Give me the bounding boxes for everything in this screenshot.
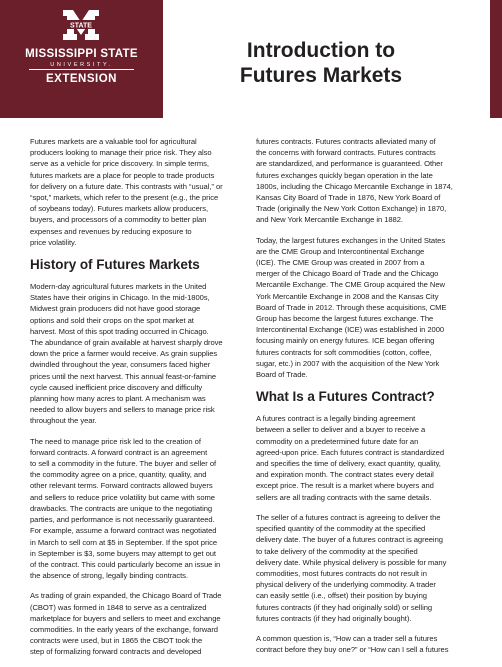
text-line: producers looking to manage their price risk. They also bbox=[30, 148, 212, 158]
text-line: futures contracts. Futures contracts alleviated many of bbox=[256, 137, 436, 146]
text-line: A common question is, “How can a trader sell a futures bbox=[256, 633, 438, 643]
page-title-line2: Futures Markets bbox=[239, 64, 403, 87]
text-line: agreed-upon price. Each futures contract is standardized bbox=[256, 447, 444, 457]
text-line: Trade (originally the New York Cotton Exchange) in 1870, bbox=[256, 204, 447, 214]
text-line: planning how many acres to plant. A mechanism was bbox=[30, 394, 206, 404]
intro-paragraph bbox=[30, 136, 262, 248]
logo-university-subtitle: UNIVERSITY. bbox=[50, 62, 113, 68]
text-line: futures exchanges quickly began operation in the late bbox=[256, 170, 433, 180]
text-line: throughout the year. bbox=[30, 416, 97, 426]
text-line: Futures markets are a valuable tool for agricultural bbox=[30, 137, 197, 146]
text-line: are standardized, and performance is guaranteed. Other bbox=[256, 159, 443, 169]
text-line: parties, and performance is not necessarily guaranteed. bbox=[30, 515, 215, 525]
text-line: step of formalizing forward contracts and developed bbox=[30, 647, 202, 657]
logo-divider bbox=[29, 69, 134, 70]
extension-logo-panel bbox=[0, 0, 163, 118]
contract-paragraph-3 bbox=[256, 633, 488, 655]
text-line: contract before they buy one?” or “How can I sell a futures bbox=[256, 645, 449, 655]
text-line: specified quantity of the commodity at the specified bbox=[256, 524, 426, 534]
text-line: “spot,” markets, which refer to the present (e.g., the price bbox=[30, 193, 219, 203]
text-line: Group has become the largest futures exchange. The bbox=[256, 314, 434, 324]
logo-extension-label: EXTENSION bbox=[46, 73, 117, 85]
text-line: Modern-day agricultural futures markets in the United bbox=[30, 282, 207, 292]
text-line: marketplace for buyers and sellers to meet and exchange bbox=[30, 613, 221, 623]
text-line: of the contract. This could particularly become an issue in bbox=[30, 559, 221, 569]
text-line: needed to allow buyers and sellers to manage price risk bbox=[30, 405, 215, 415]
text-line: The need to manage price risk led to the creation of bbox=[30, 436, 201, 446]
text-line: price volatility. bbox=[30, 237, 77, 247]
history-paragraph-4 bbox=[256, 136, 488, 226]
text-line: between a seller to deliver and a buyer to receive a bbox=[256, 425, 426, 435]
logo-badge-text: STATE bbox=[70, 22, 92, 30]
header-accent-bar bbox=[490, 0, 502, 118]
text-line: York Mercantile Exchange in 2008 and the Kansas City bbox=[256, 291, 439, 301]
text-line: forward contracts. A forward contract is an agreement bbox=[30, 447, 208, 457]
history-paragraph-5 bbox=[256, 235, 488, 381]
text-line: to take delivery of the commodity at the specified bbox=[256, 546, 418, 556]
text-line: dwindled throughout the year, consumers faced higher bbox=[30, 360, 211, 370]
text-line: down the price a farmer would receive. As grain supplies bbox=[30, 349, 218, 359]
text-line: (ICE). The CME Group was created in 2007 from a bbox=[256, 258, 425, 268]
contract-paragraph-1 bbox=[256, 413, 488, 503]
text-line: 1800s, including the Chicago Mercantile Exchange in 1874, bbox=[256, 181, 453, 191]
text-line: Board of Trade in 2012. Through these acquisitions, CME bbox=[256, 302, 447, 312]
contract-paragraph-2 bbox=[256, 512, 488, 624]
text-line: commodities, most futures contracts do not result in bbox=[256, 568, 427, 578]
section-heading-history: History of Futures Markets bbox=[30, 257, 200, 273]
text-line: States have their origins in Chicago. In the mid-1800s, bbox=[30, 293, 210, 303]
text-line: (CBOT) was formed in 1848 to serve as a centralized bbox=[30, 602, 207, 612]
text-line: delivery date. While physical delivery is possible for many bbox=[256, 557, 447, 567]
text-line: physical delivery of the underlying commodity. A trader bbox=[256, 580, 436, 590]
text-line: commodity on a predetermined future date for an bbox=[256, 436, 419, 446]
text-line: prices until the next harvest. This annual feast-or-famine bbox=[30, 371, 217, 381]
history-paragraph-1 bbox=[30, 281, 262, 427]
text-line: As trading of grain expanded, the Chicago Board of Trade bbox=[30, 591, 222, 601]
text-line: and sellers to reduce price volatility but came with some bbox=[30, 492, 215, 502]
text-line: commodities. In the early years of the exchange, forward bbox=[30, 624, 218, 634]
text-line: the absence of strong, legally binding contracts. bbox=[30, 571, 188, 581]
history-paragraph-3 bbox=[30, 590, 262, 657]
page-title bbox=[186, 38, 456, 88]
text-line: other relevant terms. Forward contracts allowed buyers bbox=[30, 481, 213, 491]
text-line: the commodity agree on a price, quantity, quality, and bbox=[30, 470, 207, 480]
logo-university-name: MISSISSIPPI STATE bbox=[25, 48, 138, 60]
text-line: contracts were used, but in 1865 the CBOT took the bbox=[30, 636, 203, 646]
left-column bbox=[30, 136, 262, 667]
text-line: futures contracts (if they had originally bought). bbox=[256, 613, 412, 623]
text-line: to sell a commodity in the future. The buyer and seller of bbox=[30, 459, 217, 469]
section-heading-futures-contract: What Is a Futures Contract? bbox=[256, 389, 435, 405]
text-line: Today, the largest futures exchanges in the United States bbox=[256, 235, 446, 245]
text-line: Kansas City Board of Trade in 1876, New York Board of bbox=[256, 193, 441, 203]
text-line: and New York Mercantile Exchange in 1882. bbox=[256, 215, 403, 225]
text-line: expenses and revenues by reducing exposure to bbox=[30, 226, 192, 236]
text-line: and expiration month. The contract states every detail bbox=[256, 470, 434, 480]
text-line: options and sold their crops on the spot market at bbox=[30, 315, 194, 325]
text-line: Mercantile Exchange. The CME Group acquired the New bbox=[256, 280, 445, 290]
text-line: serve as a vehicle for price discovery. In simple terms, bbox=[30, 159, 209, 169]
text-line: For example, assume a forward contract was negotiated bbox=[30, 526, 217, 536]
text-line: futures contracts (if they had originally sold) or selling bbox=[256, 602, 433, 612]
text-line: The seller of a futures contract is agreeing to deliver the bbox=[256, 512, 441, 522]
text-line: delivery date. The buyer of a futures contract is agreeing bbox=[256, 535, 443, 545]
msu-m-logo-icon bbox=[57, 8, 105, 46]
text-line: can easily settle (i.e., offset) their position by buying bbox=[256, 591, 427, 601]
text-line: merger of the Chicago Board of Trade and the Chicago bbox=[256, 269, 439, 279]
text-line: futures markets are a place for people to trade products bbox=[30, 170, 215, 180]
right-column bbox=[256, 136, 488, 664]
text-line: sugar, etc.) in 2007 with the acquisition of the New York bbox=[256, 358, 440, 368]
text-line: are the CME Group and Intercontinental Exchange bbox=[256, 246, 425, 256]
text-line: harvest. Most of this spot trading occurred in Chicago. bbox=[30, 326, 209, 336]
text-line: buyers, and processors of a commodity to better plan bbox=[30, 215, 207, 225]
text-line: of soybeans today). Futures markets allow producers, bbox=[30, 204, 209, 214]
text-line: focusing mainly on energy futures. ICE began offering bbox=[256, 336, 435, 346]
text-line: The abundance of grain available at harvest sharply drove bbox=[30, 338, 223, 348]
text-line: Midwest grain producers did not have good storage bbox=[30, 304, 201, 314]
text-line: except price. The result is a market where buyers and bbox=[256, 481, 434, 491]
text-line: and specifies the time of delivery, exact quantity, quality, bbox=[256, 459, 441, 469]
text-line: sellers are all trading contracts with the same details. bbox=[256, 492, 432, 502]
history-paragraph-2 bbox=[30, 436, 262, 582]
text-line: in March to sell corn at $5 in September. If the spot price bbox=[30, 537, 217, 547]
text-line: in September is $3, some buyers may attempt to get out bbox=[30, 548, 216, 558]
text-line: futures contracts for soft commodities (cotton, coffee, bbox=[256, 347, 432, 357]
text-line: drawbacks. The contracts are unique to the negotiating bbox=[30, 503, 213, 513]
text-line: the concerns with forward contracts. Futures contracts bbox=[256, 148, 436, 158]
text-line: Board of Trade. bbox=[256, 370, 308, 380]
text-line: Intercontinental Exchange (ICE) was established in 2000 bbox=[256, 325, 445, 335]
text-line: cycle caused inefficient price discovery and difficulty bbox=[30, 382, 203, 392]
text-line: A futures contract is a legally binding agreement bbox=[256, 414, 416, 424]
page-title-line1: Introduction to bbox=[246, 39, 396, 62]
text-line: for delivery on a future date. This contrasts with “usual,” or bbox=[30, 181, 223, 191]
